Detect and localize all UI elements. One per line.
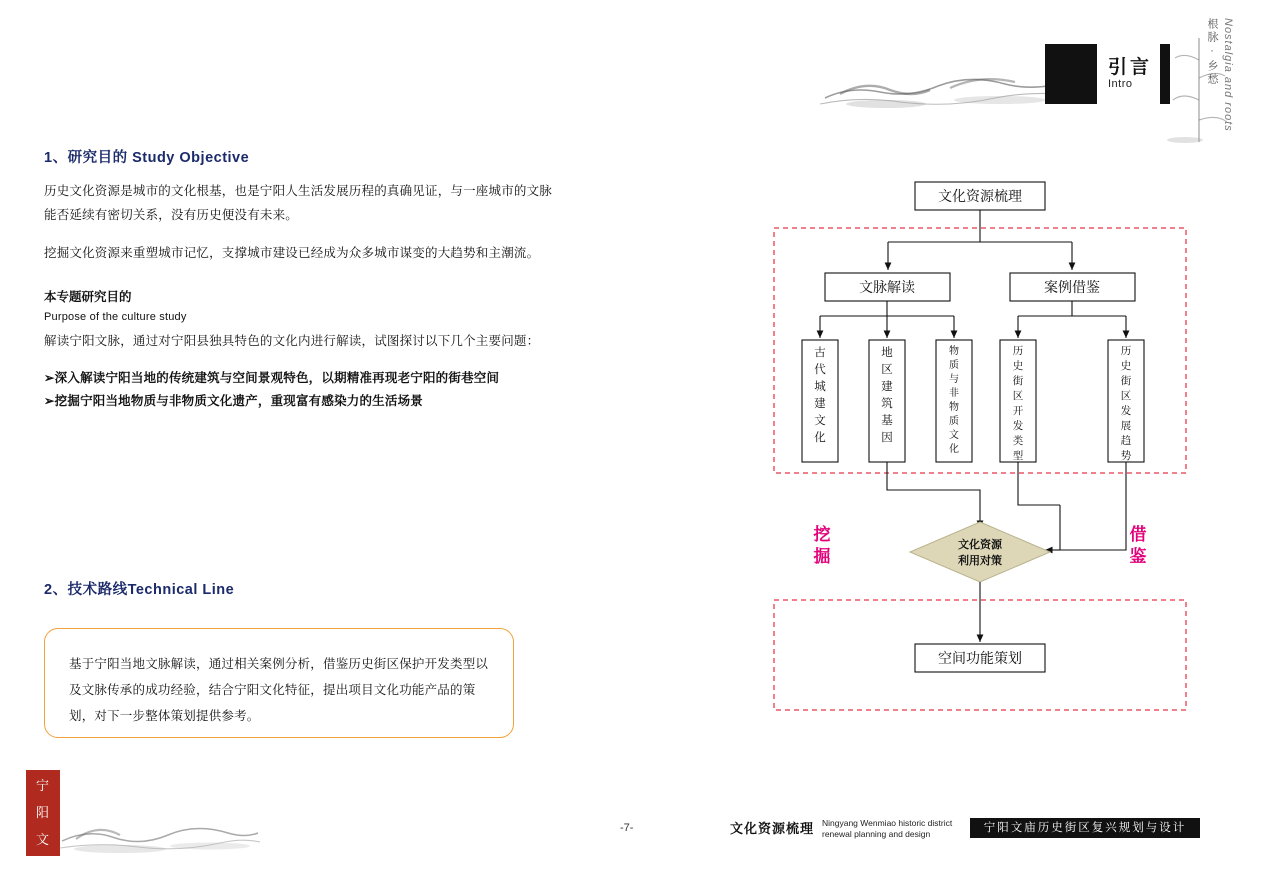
node-decision-label-line2: 利用对策: [958, 555, 1002, 567]
footer-project-bar: 宁阳文庙历史街区复兴规划与设计: [970, 818, 1200, 838]
node-result-label: 空间功能策划: [938, 650, 1022, 666]
node-leaf-left-3-label: 物质与非物质文化: [949, 346, 959, 455]
left-text-column: [44, 146, 564, 413]
footer-ink-decoration: [60, 795, 260, 857]
paragraph-2: 挖掘文化资源来重塑城市记忆，支撑城市建设已经成为众多城市谋变的大趋势和主潮流。: [44, 246, 540, 260]
intro-title-cn: 引言: [1108, 57, 1153, 78]
node-decision-diamond: [910, 522, 1050, 582]
section-2-title: 2、技术路线Technical Line: [44, 582, 235, 598]
seal-stamp: 宁 阳 文 庙: [26, 770, 60, 856]
node-branch-right-label: 案例借鉴: [1044, 279, 1100, 295]
paragraph-3: 解读宁阳文脉，通过对宁阳县独具特色的文化内进行解读，试图探讨以下几个主要问题：: [44, 334, 540, 348]
node-leaf-left-2-label: 地区建筑基因: [881, 347, 893, 444]
footer-title-en: Ningyang Wenmiao historic district renewal planning and design: [822, 818, 953, 839]
node-leaf-right-2-label: 历史街区发展趋势: [1120, 345, 1132, 462]
diagram-label-right: 借鉴: [1129, 525, 1147, 566]
page-number: -7-: [620, 822, 634, 834]
side-caption-cn: 根脉 · 乡愁: [1206, 18, 1218, 86]
bullet-item-2: ➢挖掘宁阳当地物质与非物质文化遗产，重现富有感染力的生活场景: [44, 394, 423, 408]
intro-black-block: [1045, 44, 1097, 104]
footer-title-cn: 文化资源梳理: [730, 821, 815, 836]
node-leaf-right-1-label: 历史街区开发类型: [1012, 345, 1024, 462]
node-root-label: 文化资源梳理: [938, 188, 1022, 204]
bamboo-ink-decoration: [1165, 30, 1235, 150]
ink-wash-decoration: [820, 50, 1080, 120]
technical-line-callout: [44, 628, 514, 738]
technical-route-diagram: [760, 170, 1200, 730]
paragraph-1: 历史文化资源是城市的文化根基，也是宁阳人生活发展历程的真确见证，与一座城市的文脉能否延续有密切关系，没有历史便没有未来。: [44, 184, 553, 222]
node-decision-label-line1: 文化资源: [958, 539, 1002, 551]
diagram-label-left: 挖掘: [813, 525, 831, 566]
bullet-item-1: ➢深入解读宁阳当地的传统建筑与空间景观特色，以期精准再现老宁阳的街巷空间: [44, 371, 500, 385]
side-caption-en: Nostalgia and roots: [1222, 18, 1234, 132]
subsection-heading-en: Purpose of the culture study: [44, 311, 187, 323]
callout-text: 基于宁阳当地文脉解读，通过相关案例分析，借鉴历史街区保护开发类型以及文脉传承的成功经验，结合宁阳文化特征，提出项目文化功能产品的策划，对下一步整体策划提供参考。: [69, 657, 489, 723]
intro-title-en: Intro: [1108, 78, 1133, 90]
node-branch-left-label: 文脉解读: [859, 279, 915, 295]
subsection-heading-cn: 本专题研究目的: [44, 290, 132, 304]
node-leaf-left-1-label: 古代城建文化: [814, 347, 826, 444]
section-1-title: 1、研究目的 Study Objective: [44, 150, 250, 166]
